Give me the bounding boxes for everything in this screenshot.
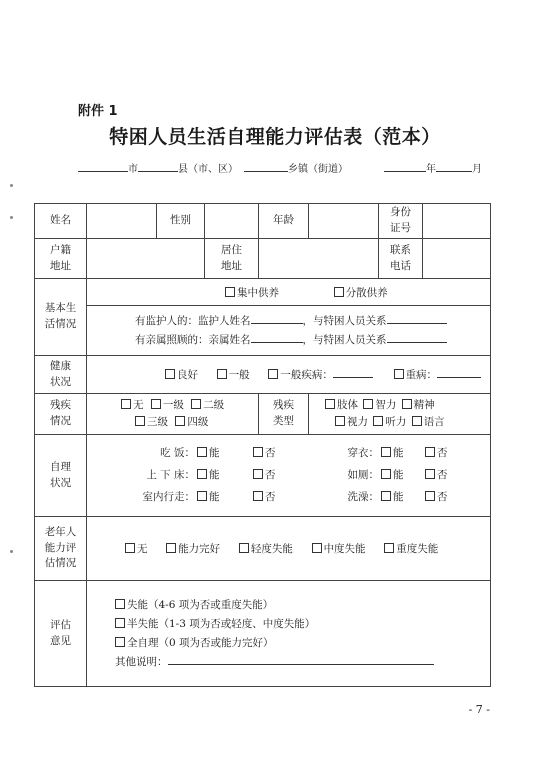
checkbox[interactable] <box>197 469 207 479</box>
disability-type-options: 肢体 智力 精神 视力 听力 语言 <box>309 394 491 435</box>
checkbox[interactable] <box>381 491 391 501</box>
checkbox[interactable] <box>363 399 373 409</box>
health-options: 良好 一般 一般疾病： 重病： <box>87 356 491 394</box>
age-label: 年龄 <box>259 204 309 239</box>
checkbox[interactable] <box>151 399 161 409</box>
checkbox[interactable] <box>373 416 383 426</box>
opinion-options: 失能（4-6 项为否或重度失能） 半失能（1-3 项为否或轻度、中度失能） 全自理（0 项为否或能力完好） 其他说明： <box>87 581 491 687</box>
checkbox[interactable] <box>166 543 176 553</box>
residence-field[interactable] <box>259 239 379 279</box>
row-opinion <box>35 581 491 687</box>
id-label: 身份 证号 <box>379 204 423 239</box>
checkbox[interactable] <box>384 543 394 553</box>
health-label: 健康 状况 <box>35 356 87 394</box>
checkbox[interactable] <box>425 469 435 479</box>
disability-type-label: 残疾 类型 <box>259 394 309 435</box>
dress-label: 穿衣： <box>347 446 379 459</box>
residence-label: 居住 地址 <box>205 239 259 279</box>
checkbox[interactable] <box>402 399 412 409</box>
page-title: 特困人员生活自理能力评估表（范本） <box>109 126 441 148</box>
attachment-label: 附件 1 <box>78 104 118 119</box>
checkbox[interactable] <box>239 543 249 553</box>
row-address <box>35 239 491 279</box>
checkbox[interactable] <box>268 369 278 379</box>
bed-label: 上 下 床： <box>146 468 195 481</box>
checkbox[interactable] <box>253 491 263 501</box>
assessment-form <box>34 203 491 687</box>
basic-label: 基本生 活情况 <box>35 279 87 356</box>
checkbox[interactable] <box>412 416 422 426</box>
huji-label: 户籍 地址 <box>35 239 87 279</box>
row-basic-top <box>35 279 491 306</box>
town-label: 乡镇（街道） <box>288 164 348 175</box>
city-label: 市 <box>128 164 138 175</box>
selfcare-label: 自理 状况 <box>35 435 87 517</box>
age-field[interactable] <box>309 204 379 239</box>
row-disability <box>35 394 491 435</box>
checkbox[interactable] <box>125 543 135 553</box>
month-label: 月 <box>472 164 482 175</box>
row-health <box>35 356 491 394</box>
huji-field[interactable] <box>87 239 205 279</box>
checkbox[interactable] <box>175 416 185 426</box>
location-line <box>78 160 482 175</box>
checkbox[interactable] <box>217 369 227 379</box>
selfcare-options: 吃 饭： 上 下 床： 室内行走： 能 能 能 否 否 否 穿衣： 如厕： 洗澡： 能 能 能 否 否 否 <box>87 435 491 517</box>
checkbox[interactable] <box>121 399 131 409</box>
row-elderly <box>35 517 491 581</box>
basic-caregiver: 有监护人的：监护人姓名 ，与特困人员关系 有亲属照顾的：亲属姓名 ，与特困人员关系 <box>87 306 491 356</box>
row-basic-bottom <box>35 306 491 356</box>
eat-label: 吃 饭： <box>160 446 195 459</box>
gender-field[interactable] <box>205 204 259 239</box>
checkbox[interactable] <box>115 599 125 609</box>
disability-level-options: 无 一级 二级 三级 四级 <box>87 394 259 435</box>
phone-label: 联系 电话 <box>379 239 423 279</box>
county-label: 县（市、区） <box>178 164 238 175</box>
name-field[interactable] <box>87 204 157 239</box>
row-selfcare <box>35 435 491 517</box>
checkbox[interactable] <box>325 399 335 409</box>
checkbox[interactable] <box>191 399 201 409</box>
disability-label: 残疾 情况 <box>35 394 87 435</box>
checkbox[interactable] <box>115 618 125 628</box>
gender-label: 性别 <box>157 204 205 239</box>
checkbox[interactable] <box>381 469 391 479</box>
basic-support-options: 集中供养 分散供养 <box>87 279 491 306</box>
checkbox[interactable] <box>381 447 391 457</box>
phone-field[interactable] <box>423 239 491 279</box>
checkbox[interactable] <box>394 369 404 379</box>
page-number: - 7 - <box>468 703 490 716</box>
elderly-options: 无 能力完好 轻度失能 中度失能 重度失能 <box>87 517 491 581</box>
scan-speck <box>10 184 13 187</box>
walk-label: 室内行走： <box>142 490 195 503</box>
other-notes-field[interactable] <box>168 654 434 665</box>
bath-label: 洗澡： <box>347 490 379 503</box>
scan-speck <box>10 216 13 219</box>
id-field[interactable] <box>423 204 491 239</box>
opinion-label: 评估 意见 <box>35 581 87 687</box>
checkbox[interactable] <box>253 447 263 457</box>
checkbox[interactable] <box>197 447 207 457</box>
checkbox[interactable] <box>197 491 207 501</box>
checkbox[interactable] <box>115 637 125 647</box>
checkbox[interactable] <box>253 469 263 479</box>
checkbox[interactable] <box>425 447 435 457</box>
checkbox[interactable] <box>225 287 235 297</box>
checkbox[interactable] <box>165 369 175 379</box>
elderly-label: 老年人 能力评 估情况 <box>35 517 87 581</box>
row-personal <box>35 204 491 239</box>
checkbox[interactable] <box>335 416 345 426</box>
checkbox[interactable] <box>312 543 322 553</box>
checkbox[interactable] <box>425 491 435 501</box>
year-label: 年 <box>426 164 436 175</box>
toilet-label: 如厕： <box>347 468 379 481</box>
checkbox[interactable] <box>135 416 145 426</box>
name-label: 姓名 <box>35 204 87 239</box>
scan-speck <box>10 550 13 553</box>
checkbox[interactable] <box>334 287 344 297</box>
